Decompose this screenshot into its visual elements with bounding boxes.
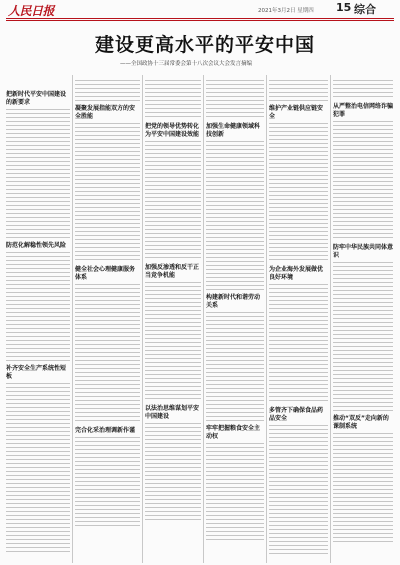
column-1: [6, 88, 70, 558]
article-body: [6, 109, 70, 239]
page-number: 15: [336, 1, 352, 14]
article-body: [333, 433, 393, 543]
article-body: [333, 80, 393, 100]
column-6: [333, 80, 393, 560]
article-body: [206, 443, 264, 543]
article-body: [206, 312, 264, 422]
article-heading: 从严整治电信网络诈骗犯罪: [333, 103, 394, 118]
newspaper-logo: 人民日报: [8, 4, 55, 18]
article-body: [75, 123, 140, 263]
subtitle: ——全国政协十三届常委会第十八次会议大会发言摘编: [120, 61, 253, 67]
article-heading: 维护产业链供应链安全: [269, 105, 324, 120]
column-3: [145, 80, 201, 560]
column-4: [206, 80, 264, 560]
section-name: 综合: [354, 3, 376, 16]
masthead: [0, 0, 400, 22]
article-body: [269, 80, 328, 102]
article-heading: 把党的领导优势转化为平安中国建设效能: [145, 123, 200, 138]
article-body: [333, 262, 393, 412]
article-body: [269, 425, 328, 555]
article-body: [6, 252, 70, 362]
column-5: [269, 80, 328, 560]
article-body: [333, 121, 393, 241]
article-heading: 牢牢把握粮食安全主动权: [206, 425, 261, 440]
masthead-rule-thin: [6, 20, 394, 21]
article-heading: 防牢中华民族共同体意识: [333, 244, 394, 259]
article-heading: 把新时代平安中国建设的新要求: [6, 91, 67, 106]
article-heading: 推动“双反”走向新的课制系统: [333, 415, 389, 430]
article-body: [145, 141, 201, 261]
article-body: [206, 141, 264, 291]
article-heading: 构建新时代和谐劳动关系: [206, 294, 261, 309]
article-body: [75, 437, 140, 527]
main-title: 建设更高水平的平安中国: [94, 34, 315, 56]
column-divider: [330, 75, 331, 563]
article-body: [145, 423, 201, 523]
article-heading: 多管齐下确保食品药品安全: [269, 407, 324, 422]
article-body: [6, 383, 70, 553]
article-heading: 凝聚发展指能双方的安全胜能: [75, 105, 136, 120]
article-heading: 以法治思维谋划平安中国建设: [145, 405, 200, 420]
article-body: [145, 282, 201, 402]
article-heading: 加强反渗透和反干正当竞争机能: [145, 264, 200, 279]
article-body: [206, 80, 264, 120]
column-divider: [142, 75, 143, 563]
column-divider: [72, 75, 73, 563]
article-heading: 完合化采治理调新作谨: [75, 427, 136, 434]
article-body: [269, 123, 328, 263]
article-body: [75, 284, 140, 424]
column-divider: [266, 75, 267, 563]
article-heading: 为企业海外发展做优良好环境: [269, 266, 324, 281]
article-heading: 补齐安全生产系统性短板: [6, 365, 67, 380]
article-heading: 防范化解稳性领先风险: [6, 242, 67, 249]
column-2: [75, 80, 140, 560]
article-body: [75, 80, 140, 102]
article-body: [269, 284, 328, 404]
masthead-rule: [6, 18, 394, 19]
issue-date: 2021年3月2日 星期四: [258, 8, 314, 14]
article-body: [145, 80, 201, 120]
column-divider: [203, 75, 204, 563]
article-heading: 健全社会心理健康服务体系: [75, 266, 136, 281]
article-heading: 加强生命健康领域科技创新: [206, 123, 261, 138]
